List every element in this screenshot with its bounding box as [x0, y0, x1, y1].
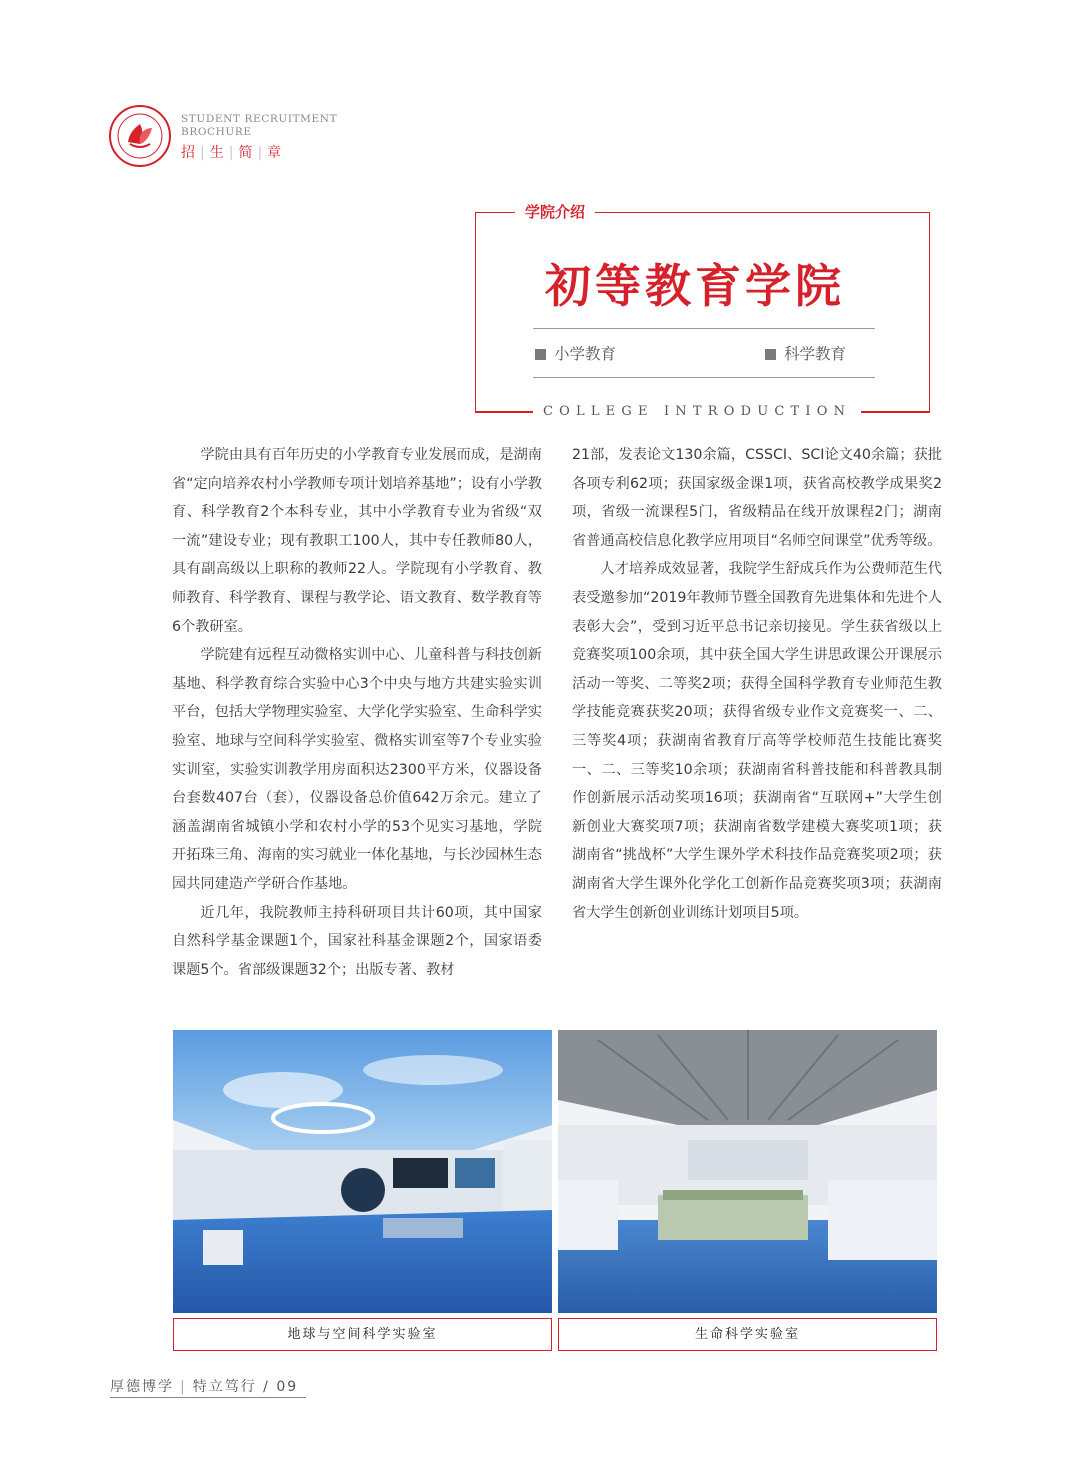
brand-en-line2: BROCHURE [181, 126, 252, 138]
title-divider-top [533, 328, 875, 329]
body-left-column [172, 441, 542, 984]
footer-motto: 厚德博学 | 特立笃行 / 09 [110, 1379, 299, 1395]
paragraph: 人才培养成效显著，我院学生舒成兵作为公费师范生代表受邀参加“2019年教师节暨全国教育先进集体和先进个人表彰大会”，受到习近平总书记亲切接见。学生获省级以上竞赛奖项100余项，其中获全国大学生讲思政课公开课展示活动一等奖、二等奖2项；获得全国科学教育专业师范生教学技能竞赛获奖20项；获得省级专业作文竞赛奖一、二、三等奖4项；获湖南省教育厅高等学校师范生技能比赛奖一、二、三等奖10余项；获湖南省科普技能和科普教具制作创新展示活动奖项16项；获湖南省“互联网+”大学生创新创业大赛奖项7项；获湖南省数学建模大赛奖项1项；获湖南省“挑战杯”大学生课外学术科技作品竞赛奖项2项；获湖南省大学生课外化学化工创新作品竞赛奖项3项；获湖南省大学生创新创业训练计划项目5项。 [572, 561, 942, 921]
brand-english [181, 113, 337, 139]
page-title: 初等教育学院 [545, 259, 845, 313]
paragraph: 学院由具有百年历史的小学教育专业发展而成，是湖南省“定向培养农村小学教师专项计划培养基地”；设有小学教育、科学教育2个本科专业，其中小学教育专业为省级“双一流”建设专业；现有教职工100人，其中专任教师80人，具有副高级以上职称的教师22人。学院现有小学教育、教师教育、科学教育、课程与教学论、语文教育、数学教育等6个教研室。 [172, 447, 542, 635]
page-number: 09 [276, 1379, 299, 1395]
brand-cn-char: 生 [209, 145, 225, 161]
brand-chinese: 招 | 生 | 简 | 章 [181, 145, 283, 161]
brand-cn-char: 章 [267, 145, 283, 161]
paragraph: 学院建有远程互动微格实训中心、儿童科普与科技创新基地、科学教育综合实验中心3个中央与地方共建实验实训平台，包括大学物理实验室、大学化学实验室、生命科学实验室、地球与空间科学实验室、微格实训室等7个专业实验实训室，实验实训教学用房面积达2300平方米，仪器设备台套数407台（套），仪器设备总价值642万余元。建立了涵盖湖南省城镇小学和农村小学的53个见实习基地，学院开拓珠三角、海南的实习就业一体化基地，与长沙园林生态园共同建造产学研合作基地。 [172, 647, 542, 892]
brand-en-line1: STUDENT RECRUITMENT [181, 113, 338, 125]
photo-caption: 地球与空间科学实验室 [173, 1318, 552, 1351]
paragraph: 近几年，我院教师主持科研项目共计60项，其中国家自然科学基金课题1个，国家社科基金课题2个，国家语委课题5个。省部级课题32个；出版专著、教材 [172, 904, 542, 978]
university-logo [108, 104, 172, 168]
motto-part1: 厚德博学 [110, 1379, 174, 1395]
section-tag: 学院介绍 [515, 201, 595, 222]
footer-underline [110, 1397, 306, 1398]
square-bullet-icon [765, 349, 776, 360]
brand-cn-char: 招 [181, 145, 196, 161]
brand-cn-char: 简 [238, 145, 254, 161]
paragraph: 21部，发表论文130余篇，CSSCI、SCI论文40余篇；获批各项专利62项；获国家级金课1项，获省高校教学成果奖2项，省级一流课程5门，省级精品在线开放课程2门；湖南省普通高校信息化教学应用项目“名师空间课堂”优秀等级。 [572, 447, 942, 549]
title-divider-bottom [533, 377, 875, 378]
college-introduction-en: COLLEGE INTRODUCTION [533, 404, 861, 419]
photo-caption: 生命科学实验室 [558, 1318, 937, 1351]
university-seal-icon [108, 104, 172, 168]
major-item [535, 342, 616, 364]
body-right-column [572, 441, 942, 927]
photo-life-science-lab [558, 1030, 937, 1313]
major-item [765, 342, 846, 364]
photo-earth-space-lab [173, 1030, 552, 1313]
motto-part2: 特立笃行 [192, 1379, 257, 1395]
major-label: 科学教育 [784, 345, 847, 363]
major-label: 小学教育 [554, 345, 617, 363]
square-bullet-icon [535, 349, 546, 360]
